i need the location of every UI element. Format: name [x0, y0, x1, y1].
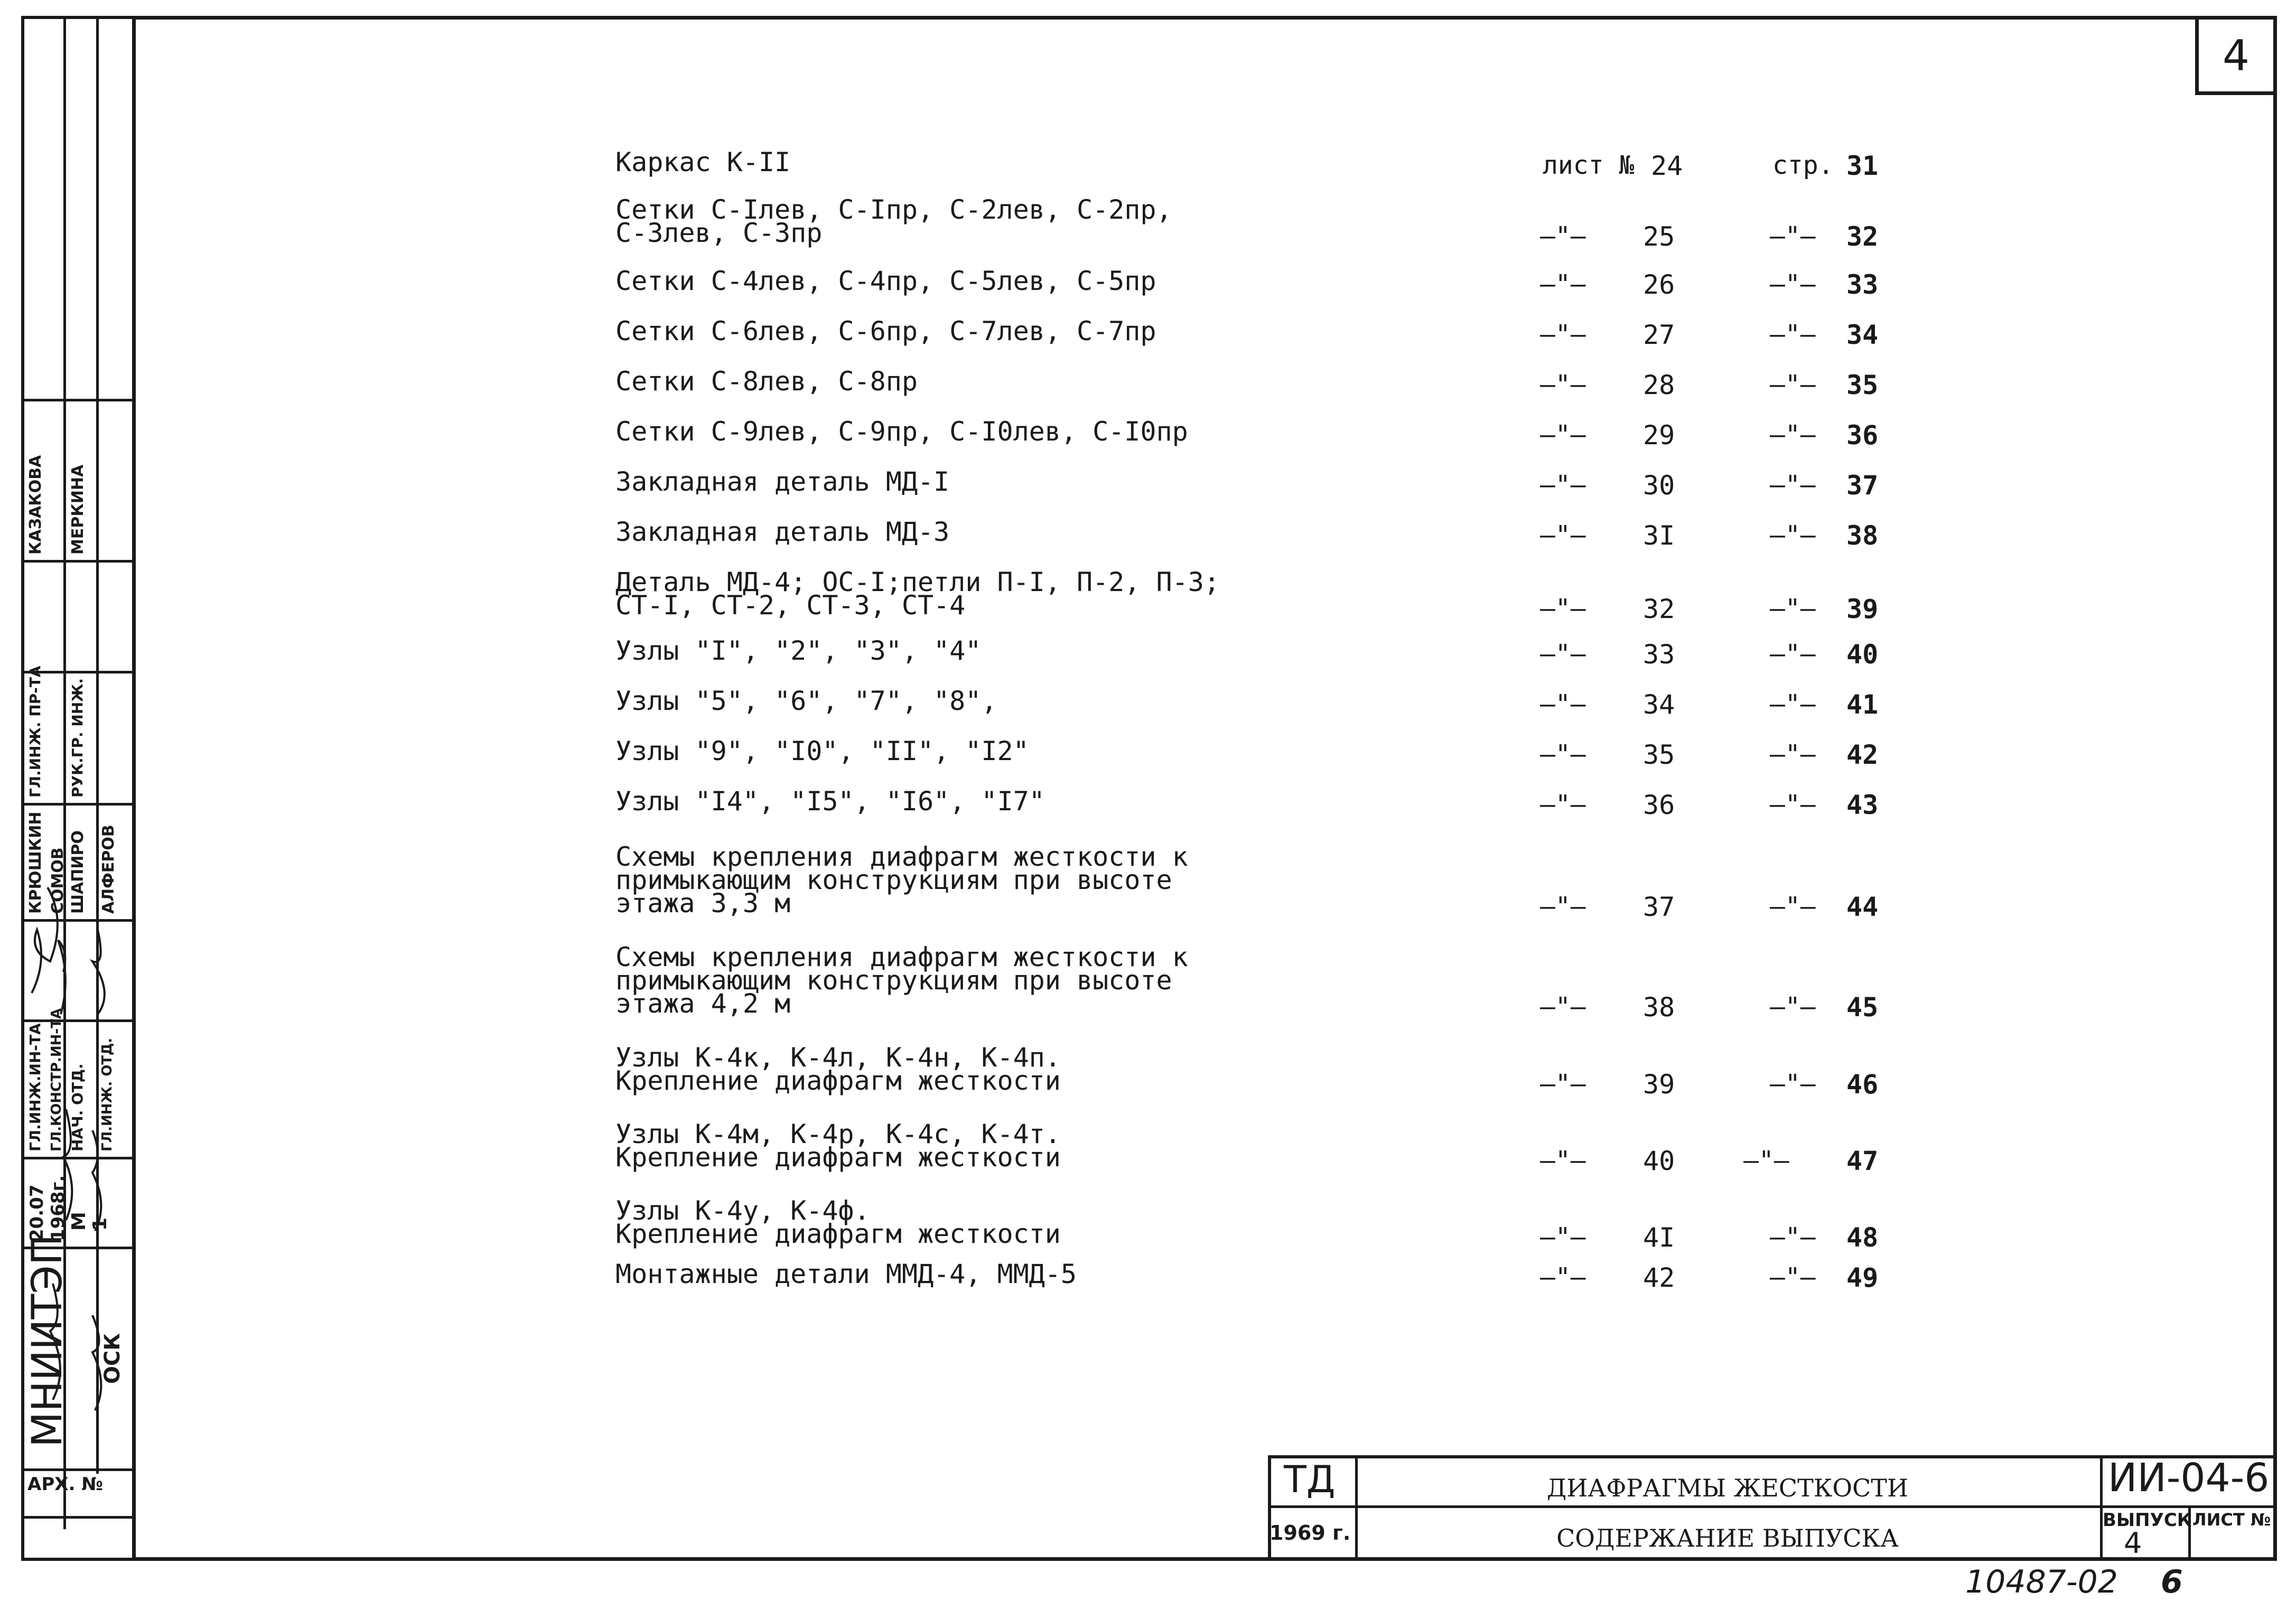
sheet-ditto: –"– — [1540, 370, 1586, 399]
sheet-ditto: –"– — [1540, 1222, 1586, 1252]
page-label: стр. — [1772, 151, 1834, 180]
dept-name: ОСК — [100, 1333, 125, 1384]
page-number-cell: 38 — [1846, 520, 1879, 551]
td-label: ТД — [1284, 1458, 1336, 1501]
title-line-2: СОДЕРЖАНИЕ ВЫПУСКА — [1556, 1524, 1899, 1552]
item-title: Сетки С-9лев, С-9пр, С-I0лев, С-I0пр — [615, 416, 1188, 447]
sheet-ditto: –"– — [1540, 790, 1586, 819]
stamp-date: 20.07 1968г. — [26, 1175, 69, 1241]
page-number-cell: 48 — [1846, 1222, 1879, 1253]
name-1: КРЮШКИН — [26, 811, 45, 914]
sheet-number: 4I — [1643, 1222, 1675, 1253]
page-number-cell: 43 — [1846, 790, 1879, 820]
sheet-number: 27 — [1643, 320, 1675, 350]
page-ditto: –"– — [1770, 1069, 1816, 1099]
sheet-number: 39 — [1643, 1069, 1675, 1100]
page-number: 4 — [2195, 16, 2277, 95]
item-title: Узлы "I4", "I5", "I6", "I7" — [615, 786, 1045, 817]
sheet-number: 30 — [1643, 470, 1675, 501]
page-number-cell: 34 — [1846, 320, 1879, 350]
stamp-mark: М 1 — [68, 1212, 111, 1231]
page-ditto: –"– — [1770, 892, 1816, 921]
page-number-cell: 47 — [1846, 1146, 1879, 1176]
sheet-ditto: –"– — [1540, 320, 1586, 349]
item-title: Узлы "5", "6", "7", "8", — [615, 686, 997, 716]
page-ditto: –"– — [1770, 320, 1816, 349]
sheet-ditto: –"– — [1540, 1069, 1586, 1099]
sheet-number: 40 — [1643, 1146, 1675, 1176]
archive-number: АРХ. № — [27, 1474, 104, 1495]
page-number-cell: 32 — [1846, 221, 1879, 252]
page-number-cell: 35 — [1846, 370, 1879, 400]
item-title: Деталь МД-4; ОС-I;петли П-I, П-2, П-3; СТ-I, СТ-2, СТ-3, СТ-4 — [615, 567, 1220, 621]
issue-number: 4 — [2124, 1527, 2142, 1560]
sheet-ditto: –"– — [1540, 269, 1586, 299]
sheet-label: лист № — [1543, 151, 1635, 180]
inventory-number: 10487-02 — [1965, 1564, 2118, 1600]
page-ditto: –"– — [1770, 992, 1816, 1022]
item-title: Сетки С-8лев, С-8пр — [615, 366, 918, 397]
page-number-cell: 49 — [1846, 1262, 1879, 1293]
sheet-number: 24 — [1651, 151, 1683, 181]
sheet-ditto: –"– — [1540, 639, 1586, 669]
sheet-number: 34 — [1643, 689, 1675, 720]
item-title: Сетки С-4лев, С-4пр, С-5лев, С-5пр — [615, 266, 1156, 296]
title-line-1: ДИАФРАГМЫ ЖЕСТКОСТИ — [1546, 1474, 1909, 1502]
page-ditto: –"– — [1770, 1262, 1816, 1292]
role-1: ГЛ.ИНЖ.ИН-ТА — [26, 1023, 44, 1152]
sheet-number: 32 — [1643, 594, 1675, 624]
page-number-cell: 31 — [1846, 151, 1879, 181]
page-ditto: –"– — [1770, 520, 1816, 550]
sheet-number: 37 — [1643, 892, 1675, 922]
role-2: ГЛ.КОНСТР.ИН-ТА — [49, 1008, 64, 1152]
item-title: Каркас К-II — [615, 147, 791, 177]
item-title: Узлы "I", "2", "3", "4" — [615, 635, 982, 666]
item-title: Узлы К-4м, К-4р, К-4с, К-4т. Крепление диафрагм жесткости — [615, 1119, 1061, 1173]
item-title: Закладная деталь МД-3 — [615, 517, 950, 547]
series-code: ИИ-04-6 — [2108, 1455, 2270, 1501]
page-ditto: –"– — [1770, 639, 1816, 669]
page-ditto: –"– — [1770, 689, 1816, 719]
sheet-number: 36 — [1643, 790, 1675, 820]
name2-1: КАЗАКОВА — [26, 455, 45, 555]
issue-label: ВЫПУСК — [2103, 1510, 2192, 1531]
page-ditto: –"– — [1770, 1222, 1816, 1252]
page-number-cell: 45 — [1846, 992, 1879, 1023]
role2-2: РУК.ГР. ИНЖ. — [69, 678, 86, 798]
sheet-number: 25 — [1643, 221, 1675, 252]
sheet-number: 26 — [1643, 269, 1675, 300]
page-ditto: –"– — [1770, 420, 1816, 450]
sheet-ditto: –"– — [1540, 520, 1586, 550]
item-title: Схемы крепления диафрагм жесткости к примыкающим конструкциям при высоте этажа 4,2 м — [615, 942, 1188, 1019]
sheet-ditto: –"– — [1540, 689, 1586, 719]
role2-1: ГЛ.ИНЖ. ПР-ТА — [26, 666, 44, 798]
item-title: Узлы К-4у, К-4ф. Крепление диафрагм жесткости — [615, 1195, 1061, 1249]
org-name: МНИИТЭП — [24, 1234, 71, 1447]
item-title: Сетки С-6лев, С-6пр, С-7лев, С-7пр — [615, 316, 1156, 347]
page-ditto: –"– — [1770, 470, 1816, 500]
name-2: СОМОВ — [49, 847, 67, 914]
sheet-ditto: –"– — [1540, 892, 1586, 921]
sheet-number: 3I — [1643, 520, 1675, 551]
sheet-ditto: –"– — [1540, 1146, 1586, 1175]
page-number-cell: 37 — [1846, 470, 1879, 501]
page-number-cell: 41 — [1846, 689, 1879, 720]
page-ditto: –"– — [1770, 594, 1816, 623]
sheet-ditto: –"– — [1540, 221, 1586, 251]
sheet-ditto: –"– — [1540, 1262, 1586, 1292]
page-number-cell: 42 — [1846, 740, 1879, 770]
page-ditto: –"– — [1770, 269, 1816, 299]
item-title: Схемы крепления диафрагм жесткости к примыкающим конструкциям при высоте этажа 3,3 м — [615, 841, 1188, 919]
sheet-number: 42 — [1643, 1262, 1675, 1293]
sheet-number: 35 — [1643, 740, 1675, 770]
item-title: Узлы К-4к, К-4л, К-4н, К-4п. Крепление диафрагм жесткости — [615, 1042, 1061, 1096]
sheet-number: 38 — [1643, 992, 1675, 1023]
sheet-number: 28 — [1643, 370, 1675, 400]
item-title: Сетки С-Iлев, С-Iпр, С-2лев, С-2пр, С-3лев, С-3пр — [615, 194, 1172, 248]
item-title: Закладная деталь МД-I — [615, 466, 950, 497]
sheet-ditto: –"– — [1540, 594, 1586, 623]
sheet-ditto: –"– — [1540, 470, 1586, 500]
page-number-cell: 40 — [1846, 639, 1879, 670]
sheet-ditto: –"– — [1540, 420, 1586, 450]
signatures — [21, 676, 132, 1542]
sheet-number: 33 — [1643, 639, 1675, 670]
drawing-frame — [132, 16, 2277, 1561]
page-number-cell: 46 — [1846, 1069, 1879, 1100]
name-4: АЛФЕРОВ — [99, 825, 118, 914]
item-title: Узлы "9", "I0", "II", "I2" — [615, 736, 1029, 766]
item-title: Монтажные детали ММД-4, ММД-5 — [615, 1259, 1077, 1289]
sheet-no-label: ЛИСТ № — [2192, 1510, 2271, 1530]
sheet-ditto: –"– — [1540, 740, 1586, 769]
footer-number: 6 — [2161, 1564, 2183, 1600]
name2-2: МЕРКИНА — [69, 464, 87, 555]
page-ditto: –"– — [1770, 221, 1816, 251]
page-number-cell: 39 — [1846, 594, 1879, 624]
role-3: НАЧ. ОТД. — [69, 1063, 86, 1152]
sheet-number: 29 — [1643, 420, 1675, 451]
page-number-cell: 33 — [1846, 269, 1879, 300]
page-ditto: –"– — [1770, 370, 1816, 399]
page-ditto: –"– — [1770, 740, 1816, 769]
name-3: ШАПИРО — [69, 830, 87, 914]
sheet-ditto: –"– — [1540, 992, 1586, 1022]
page-number-cell: 36 — [1846, 420, 1879, 451]
page-ditto: –"– — [1743, 1146, 1789, 1175]
page-ditto: –"– — [1770, 790, 1816, 819]
page-number-cell: 44 — [1846, 892, 1879, 922]
role-4: ГЛ.ИНЖ. ОТД. — [99, 1037, 115, 1152]
year: 1969 г. — [1270, 1521, 1351, 1545]
